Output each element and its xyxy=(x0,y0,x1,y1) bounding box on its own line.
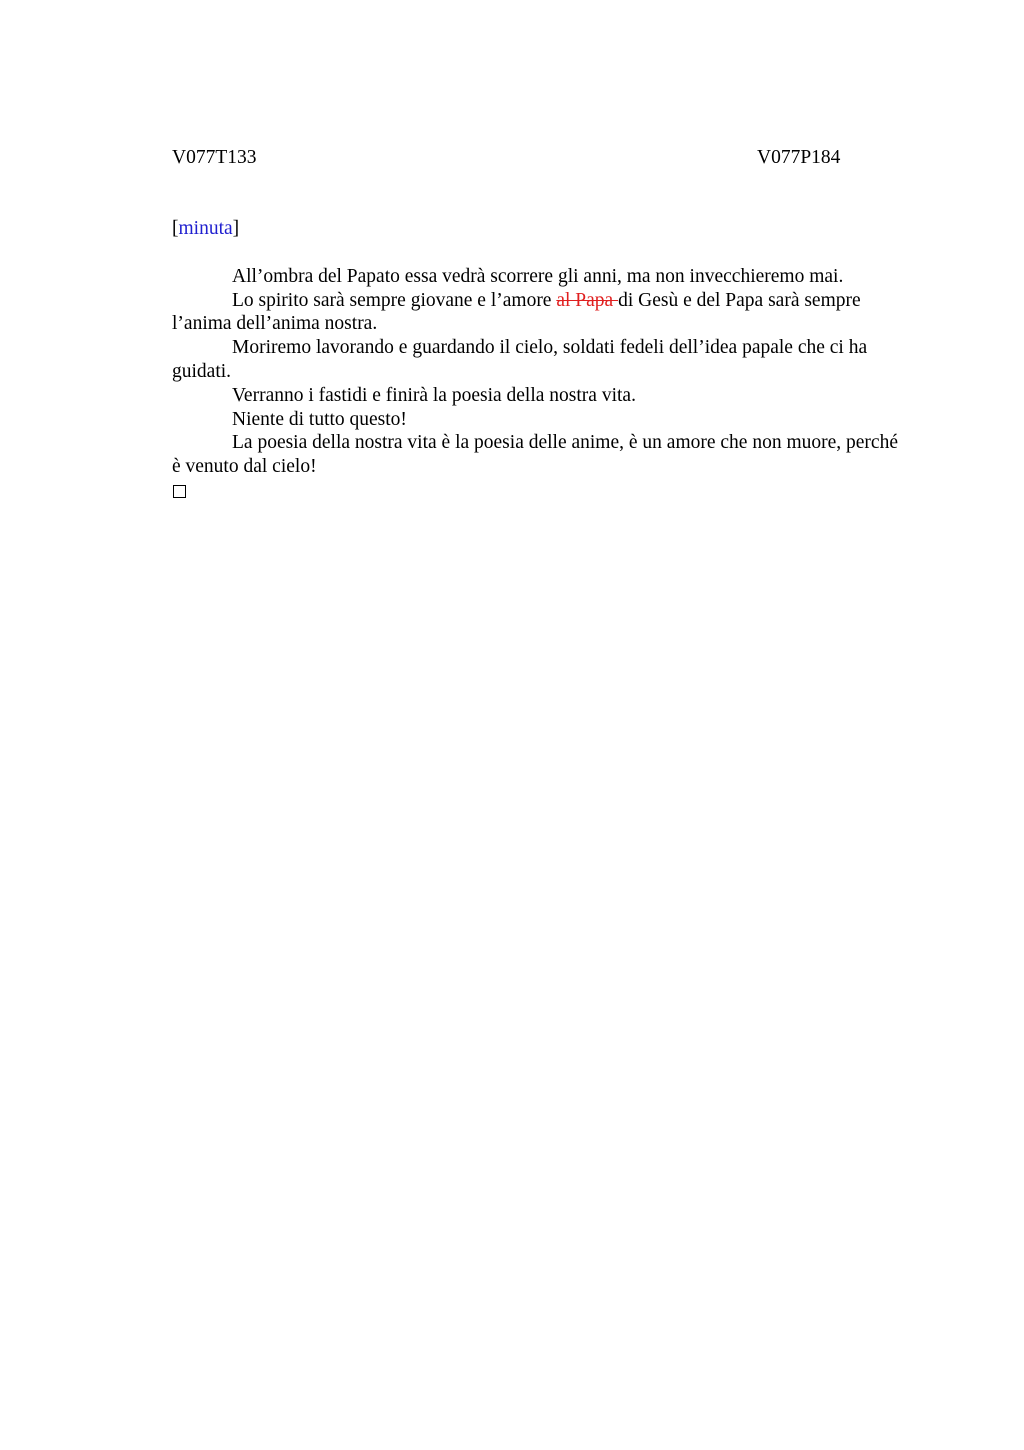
paragraph-2 xyxy=(172,289,908,337)
paragraph-1: All’ombra del Papato essa vedrà scorrere gli anni, ma non invecchieremo mai. xyxy=(232,265,844,287)
paragraph-2-after: di Gesù e del Papa sarà sempre l’anima dell’anima nostra. xyxy=(172,289,861,335)
document-id: V077T133 xyxy=(172,147,257,168)
note-open-bracket: [ xyxy=(172,218,179,239)
page-id: V077P184 xyxy=(757,147,841,168)
paragraph-6: La poesia della nostra vita è la poesia delle anime, è un amore che non muore, perché è venuto dal cielo! xyxy=(172,432,898,478)
paragraph-3: Moriremo lavorando e guardando il cielo, soldati fedeli dell’idea papale che ci ha guidati. xyxy=(172,337,868,382)
note-close-bracket: ] xyxy=(232,218,240,239)
page-header xyxy=(172,146,908,170)
paragraph-5: Niente di tutto questo! xyxy=(232,408,407,430)
editorial-note xyxy=(172,217,908,241)
paragraph-2-before: Lo spirito sarà sempre giovane e l’amore xyxy=(232,289,557,311)
square-outline-icon xyxy=(173,485,186,498)
paragraph-4: Verranno i fastidi e finirà la poesia della nostra vita. xyxy=(232,384,636,406)
note-text: minuta xyxy=(178,218,233,239)
document-page xyxy=(172,146,908,498)
deleted-text: al Papa xyxy=(556,289,619,311)
letter-body xyxy=(172,265,908,479)
